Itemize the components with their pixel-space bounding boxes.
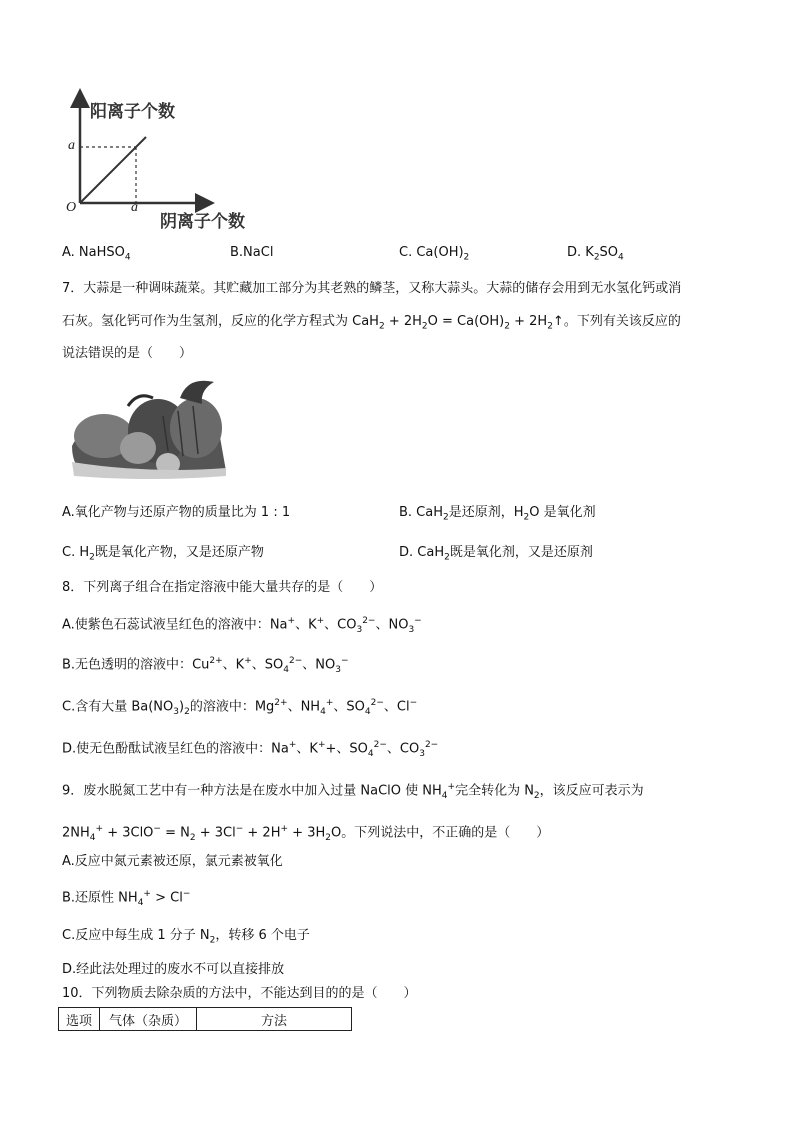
table-header-row [59, 1008, 352, 1031]
q7-option-d: D. CaH$_2$既是氧化剂，又是还原剂 [399, 545, 593, 563]
q7-option-b: B. CaH$_2$是还原剂，$H_2O$ 是氧化剂 [399, 505, 596, 523]
q9-option-c: C.反应中每生成 1 分子 $N_2$，转移 6 个电子 [62, 928, 310, 946]
q6-option-d: D. $K_2SO_4$ [567, 245, 624, 263]
q7-line-1: 7．大蒜是一种调味蔬菜。其贮藏加工部分为其老熟的鳞茎，又称大蒜头。大蒜的储存会用到无水氢化钙或消 [62, 281, 682, 296]
garlic-image [68, 376, 230, 484]
x-mark-a: a [131, 200, 138, 215]
q6-option-c: C. $Ca(OH)_2$ [399, 245, 470, 263]
q8-stem: 8．下列离子组合在指定溶液中能大量共存的是（ ） [62, 580, 383, 595]
q9-option-d: D.经此法处理过的废水不可以直接排放 [62, 962, 285, 977]
q8-option-d: D.使无色酚酞试液呈红色的溶液中：Na+、K++、$SO_4^{2-}$、$CO_3^{2-}$ [62, 740, 439, 759]
q7-line-2: 石灰。氢化钙可作为生氢剂，反应的化学方程式为 $CaH_2 + 2H_2O = Ca(OH)_2$ + $2H_2↑$。下列有关该反应的 [62, 314, 681, 332]
q6-option-b: B.NaCl [230, 245, 274, 260]
y-axis-label: 阳离子个数 [90, 102, 175, 122]
q8-option-b: B.无色透明的溶液中：$Cu^{2+}$、K+、$SO_4^{2-}$、$NO_3^-$ [62, 656, 349, 675]
q9-stem-line-2: $2NH_4^+ + 3ClO^- = N_2 + 3Cl^- + 2H^+ + 3H_2O$。下列说法中，不正确的是（ ） [62, 824, 550, 843]
q8-option-a: A.使紫色石蕊试液呈红色的溶液中：Na+、K+、$CO_3^{2-}$、$NO_3^-$ [62, 616, 422, 635]
header-gas: 气体（杂质） [100, 1008, 197, 1031]
q8-option-c: C.含有大量 $Ba(NO_3)_2$的溶液中：$Mg^{2+}$、$NH_4^+$、$SO_4^{2-}$、Cl− [62, 698, 418, 717]
q10-stem: 10．下列物质去除杂质的方法中，不能达到目的的是（ ） [62, 986, 417, 1001]
q7-option-c: C. $H_2$既是氧化产物，又是还原产物 [62, 545, 264, 563]
q9-option-b: B.还原性 $NH_4^+ > Cl^-$ [62, 889, 191, 908]
q9-option-a: A.反应中氮元素被还原，氯元素被氧化 [62, 854, 283, 869]
q7-option-a: A.氧化产物与还原产物的质量比为 1 : 1 [62, 505, 291, 520]
q7-line-3: 说法错误的是（ ） [62, 346, 193, 361]
q10-table [58, 1007, 352, 1031]
header-method: 方法 [197, 1008, 352, 1031]
x-axis-label: 阴离子个数 [160, 212, 245, 232]
q6-option-a: A. NaHSO$_4$ [62, 245, 131, 263]
q9-stem-line-1: 9．废水脱氮工艺中有一种方法是在废水中加入过量 NaClO 使 $NH_4^+$完全转化为 $N_2$，该反应可表示为 [62, 782, 644, 801]
y-mark-a: a [68, 138, 75, 153]
origin-label: O [66, 200, 77, 215]
header-option: 选项 [59, 1008, 100, 1031]
